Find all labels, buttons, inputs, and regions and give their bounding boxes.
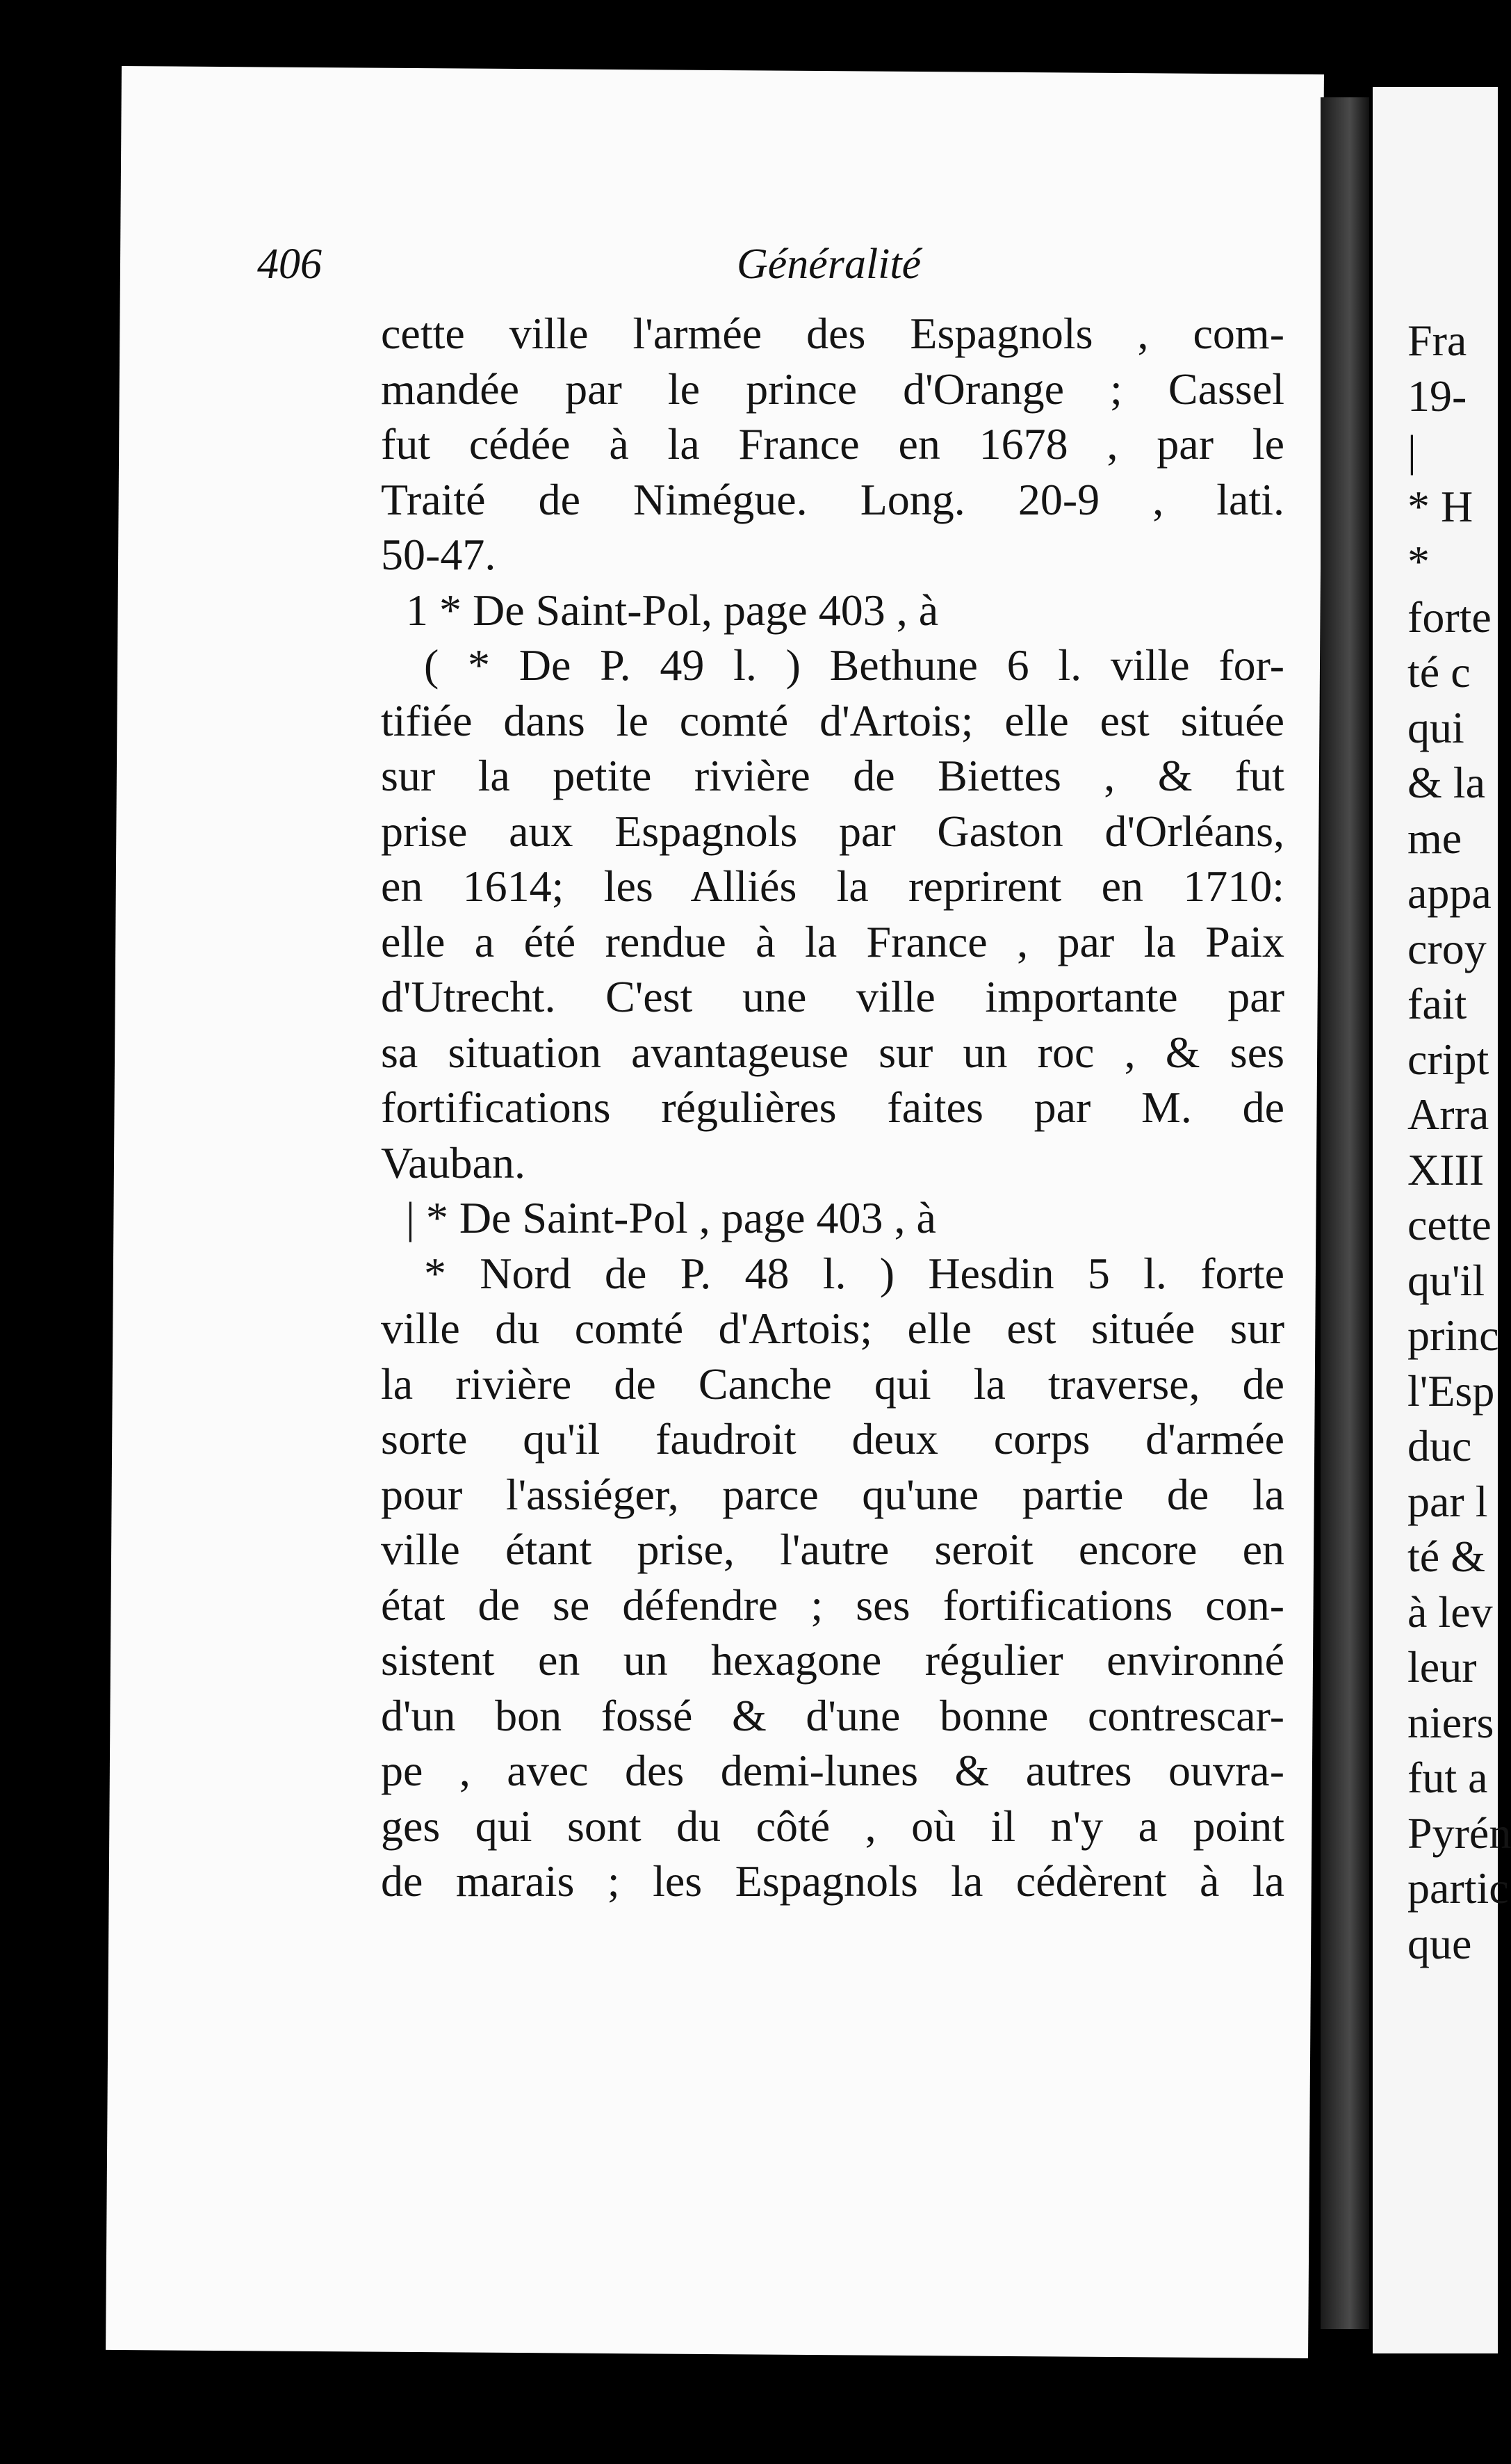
facing-text-fragment: 19- — [1407, 371, 1467, 421]
facing-text-fragment: Fra — [1407, 316, 1467, 365]
text-line: Vauban. — [381, 1137, 525, 1188]
text-line: tifiée dans le comté d'Artois; elle est située — [381, 695, 1284, 745]
book-gutter — [1321, 97, 1369, 2329]
text-line: ville du comté d'Artois; elle est située sur — [381, 1304, 1284, 1353]
text-line: Traité de Nimégue. Long. 20-9 , lati. — [381, 474, 1284, 524]
facing-text-fragment: qu'il — [1407, 1255, 1485, 1305]
facing-text-fragment: * — [1407, 537, 1430, 586]
text-line: prise aux Espagnols par Gaston d'Orléans, — [381, 806, 1284, 856]
text-line: ( * De P. 49 l. ) Bethune 6 l. ville for- — [424, 640, 1284, 690]
running-head-title: Généralité — [737, 241, 922, 288]
facing-text-fragment: té c — [1407, 647, 1471, 697]
facing-text-fragment: à lev — [1407, 1587, 1493, 1637]
text-line: elle a été rendue à la France , par la Paix — [381, 916, 1284, 966]
facing-text-fragment: leur — [1407, 1642, 1477, 1692]
text-line: sur la petite rivière de Biettes , & fut — [381, 751, 1284, 800]
facing-text-fragment: que — [1407, 1918, 1472, 1968]
text-line: état de se défendre ; ses fortifications con- — [381, 1580, 1284, 1630]
facing-text-fragment: té & — [1407, 1532, 1485, 1581]
text-line: en 1614; les Alliés la reprirent en 1710: — [381, 861, 1284, 911]
facing-text-fragment: niers — [1407, 1697, 1494, 1747]
page-number: 406 — [257, 241, 322, 288]
text-line: sorte qu'il faudroit deux corps d'armée — [381, 1414, 1284, 1464]
text-line: fortifications régulières faites par M. de — [381, 1083, 1284, 1132]
facing-text-fragment: croy — [1407, 923, 1487, 973]
text-line: d'Utrecht. C'est une ville importante par — [381, 972, 1284, 1021]
text-line: 1 * De Saint-Pol, page 403 , à — [406, 585, 939, 635]
facing-text-fragment: duc — [1407, 1421, 1472, 1470]
text-line: sistent en un hexagone régulier environné — [381, 1635, 1284, 1685]
facing-text-fragment: & la — [1407, 758, 1485, 807]
facing-text-fragment: qui — [1407, 702, 1464, 752]
running-head — [257, 240, 966, 302]
facing-text-fragment: fut a — [1407, 1753, 1488, 1802]
text-line: pour l'assiéger, parce qu'une partie de la — [381, 1469, 1284, 1519]
text-line: 50-47. — [381, 530, 496, 579]
facing-text-fragment: cript — [1407, 1034, 1489, 1084]
facing-text-fragment: par l — [1407, 1476, 1488, 1526]
facing-text-fragment: cette — [1407, 1200, 1492, 1249]
facing-page-text — [1407, 313, 1511, 1971]
facing-text-fragment: forte — [1407, 592, 1492, 642]
text-line: de marais ; les Espagnols la cédèrent à la — [381, 1856, 1284, 1906]
facing-text-fragment: Pyrén — [1407, 1808, 1511, 1858]
facing-text-fragment: | — [1407, 426, 1416, 476]
text-line: sa situation avantageuse sur un roc , & ses — [381, 1027, 1284, 1077]
text-line: la rivière de Canche qui la traverse, de — [381, 1359, 1284, 1409]
facing-text-fragment: princ — [1407, 1311, 1499, 1360]
facing-text-fragment: Arra — [1407, 1089, 1489, 1139]
main-text-block — [381, 306, 1284, 1909]
text-line: pe , avec des demi-lunes & autres ouvra- — [381, 1746, 1284, 1795]
text-line: | * De Saint-Pol , page 403 , à — [406, 1193, 936, 1242]
facing-text-fragment: XIII — [1407, 1144, 1485, 1194]
facing-text-fragment: l'Esp — [1407, 1365, 1495, 1416]
facing-text-fragment: me — [1407, 813, 1462, 863]
facing-text-fragment: partic — [1407, 1863, 1509, 1913]
text-line: d'un bon fossé & d'une bonne contrescar- — [381, 1690, 1284, 1740]
text-line: fut cédée à la France en 1678 , par le — [381, 419, 1284, 469]
text-line: ges qui sont du côté , où il n'y a point — [381, 1801, 1284, 1851]
text-line: mandée par le prince d'Orange ; Cassel — [381, 364, 1284, 414]
text-line: * Nord de P. 48 l. ) Hesdin 5 l. forte — [424, 1248, 1284, 1298]
text-line: cette ville l'armée des Espagnols , com- — [381, 309, 1284, 358]
text-line: ville étant prise, l'autre seroit encore en — [381, 1525, 1284, 1574]
facing-text-fragment: fait — [1407, 979, 1467, 1028]
facing-text-fragment: * H — [1407, 481, 1473, 531]
facing-text-fragment: appa — [1407, 868, 1492, 918]
